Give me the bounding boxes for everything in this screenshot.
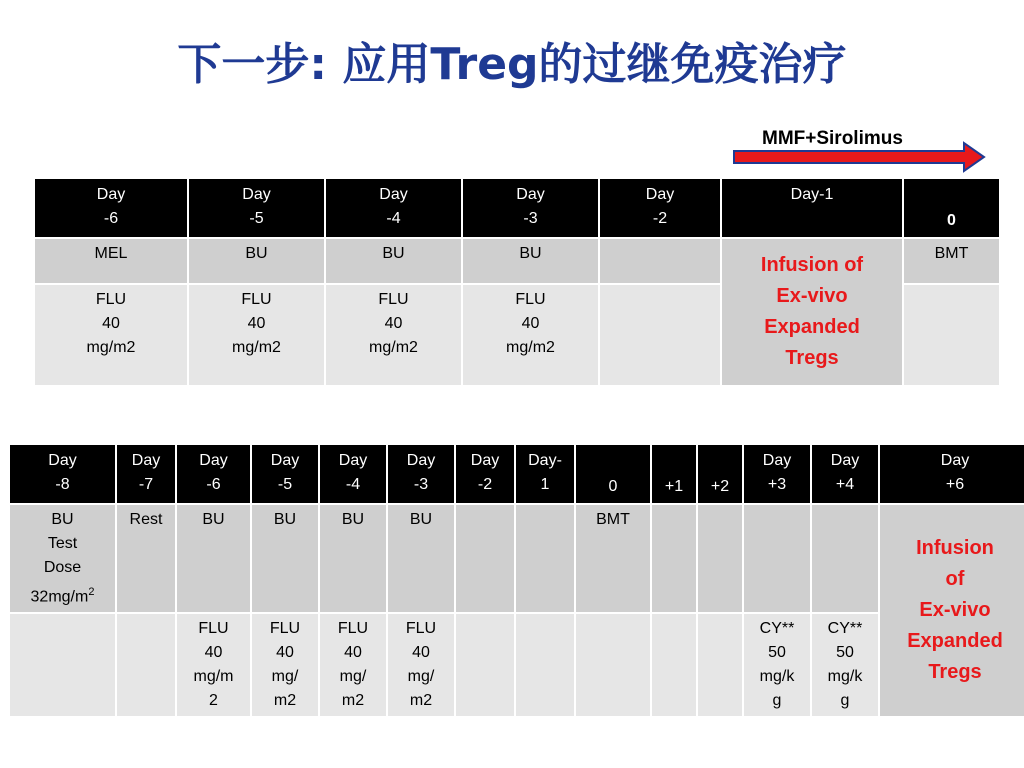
table2-header-cell: Day -7 (117, 445, 175, 503)
table2-header-cell: Day -6 (177, 445, 250, 503)
table2-cell: BU (177, 505, 250, 612)
table2-header-cell: Day +4 (812, 445, 878, 503)
schedule-table-2 (8, 443, 1024, 718)
table1-header-cell: Day -4 (326, 179, 461, 237)
table1-cell: FLU 40 mg/m2 (463, 285, 598, 385)
schedule-table-1 (33, 177, 1001, 387)
table2-cell: FLU 40 mg/ m2 (320, 614, 386, 716)
table1-header-cell: Day -2 (600, 179, 720, 237)
table2-cell: Rest (117, 505, 175, 612)
table2-cell (698, 505, 742, 612)
table2-bmt-cell: BMT (576, 505, 650, 612)
table2-cell: BU (320, 505, 386, 612)
table2-header-cell: +2 (698, 445, 742, 503)
table1-cell: BU (463, 239, 598, 283)
table2-cell: BU (388, 505, 454, 612)
table2-header-cell: Day -8 (10, 445, 115, 503)
table2-cell (698, 614, 742, 716)
table2-header-cell: Day -3 (388, 445, 454, 503)
table2-header-cell: +1 (652, 445, 696, 503)
table2-cell: BU Test Dose $32mg/m^2$ (10, 505, 115, 612)
table2-header-cell: Day -2 (456, 445, 514, 503)
table2-cell (516, 505, 574, 612)
table2-cell (516, 614, 574, 716)
table1-header-cell: Day -6 (35, 179, 187, 237)
table2-header-cell: Day +6 (880, 445, 1024, 503)
table2-cell (812, 505, 878, 612)
table1-infusion-cell: Infusion of Ex-vivo Expanded Tregs (722, 239, 902, 385)
table2-cell (652, 505, 696, 612)
mmf-sirolimus-label: MMF+Sirolimus (762, 128, 903, 149)
table2-cell (744, 505, 810, 612)
table1-cell: BU (189, 239, 324, 283)
table2-header-cell: Day -4 (320, 445, 386, 503)
table1-header-cell: 0 (904, 179, 999, 237)
table1-cell (904, 285, 999, 385)
table1-header-cell: Day -5 (189, 179, 324, 237)
table2-cell: CY** 50 mg/k g (744, 614, 810, 716)
table2-cell (456, 505, 514, 612)
table1-bmt-cell: BMT (904, 239, 999, 283)
table2-cell (652, 614, 696, 716)
arrow-right-icon (732, 140, 988, 174)
table2-cell (117, 614, 175, 716)
table2-cell: FLU 40 mg/ m2 (388, 614, 454, 716)
table2-header-cell: Day -5 (252, 445, 318, 503)
table1-cell: MEL (35, 239, 187, 283)
table1-header-cell: Day-1 (722, 179, 902, 237)
table2-header-row (10, 445, 1024, 503)
table1-cell (600, 285, 720, 385)
table2-cell: FLU 40 mg/ m2 (252, 614, 318, 716)
page-title: 下一步: 应用Treg的过继免疫治疗 (177, 39, 847, 90)
table1-cell: BU (326, 239, 461, 283)
table2-cell (576, 614, 650, 716)
table1-header-row (35, 179, 999, 237)
table2-row-busulfan (10, 505, 1024, 612)
table2-cell: BU (252, 505, 318, 612)
table1-cell: FLU 40 mg/m2 (35, 285, 187, 385)
table2-row-flu-cy (10, 614, 1024, 716)
table2-cell: CY** 50 mg/k g (812, 614, 878, 716)
table1-cell: FLU 40 mg/m2 (326, 285, 461, 385)
table2-cell: FLU 40 mg/m 2 (177, 614, 250, 716)
table2-header-cell: Day +3 (744, 445, 810, 503)
table2-cell (456, 614, 514, 716)
table2-infusion-cell: Infusion of Ex-vivo Expanded Tregs (880, 505, 1024, 716)
table2-header-cell: 0 (576, 445, 650, 503)
table1-cell: FLU 40 mg/m2 (189, 285, 324, 385)
table1-row-busulfan (35, 239, 999, 283)
table2-cell (10, 614, 115, 716)
table2-header-cell: Day- 1 (516, 445, 574, 503)
table1-cell (600, 239, 720, 283)
table1-header-cell: Day -3 (463, 179, 598, 237)
